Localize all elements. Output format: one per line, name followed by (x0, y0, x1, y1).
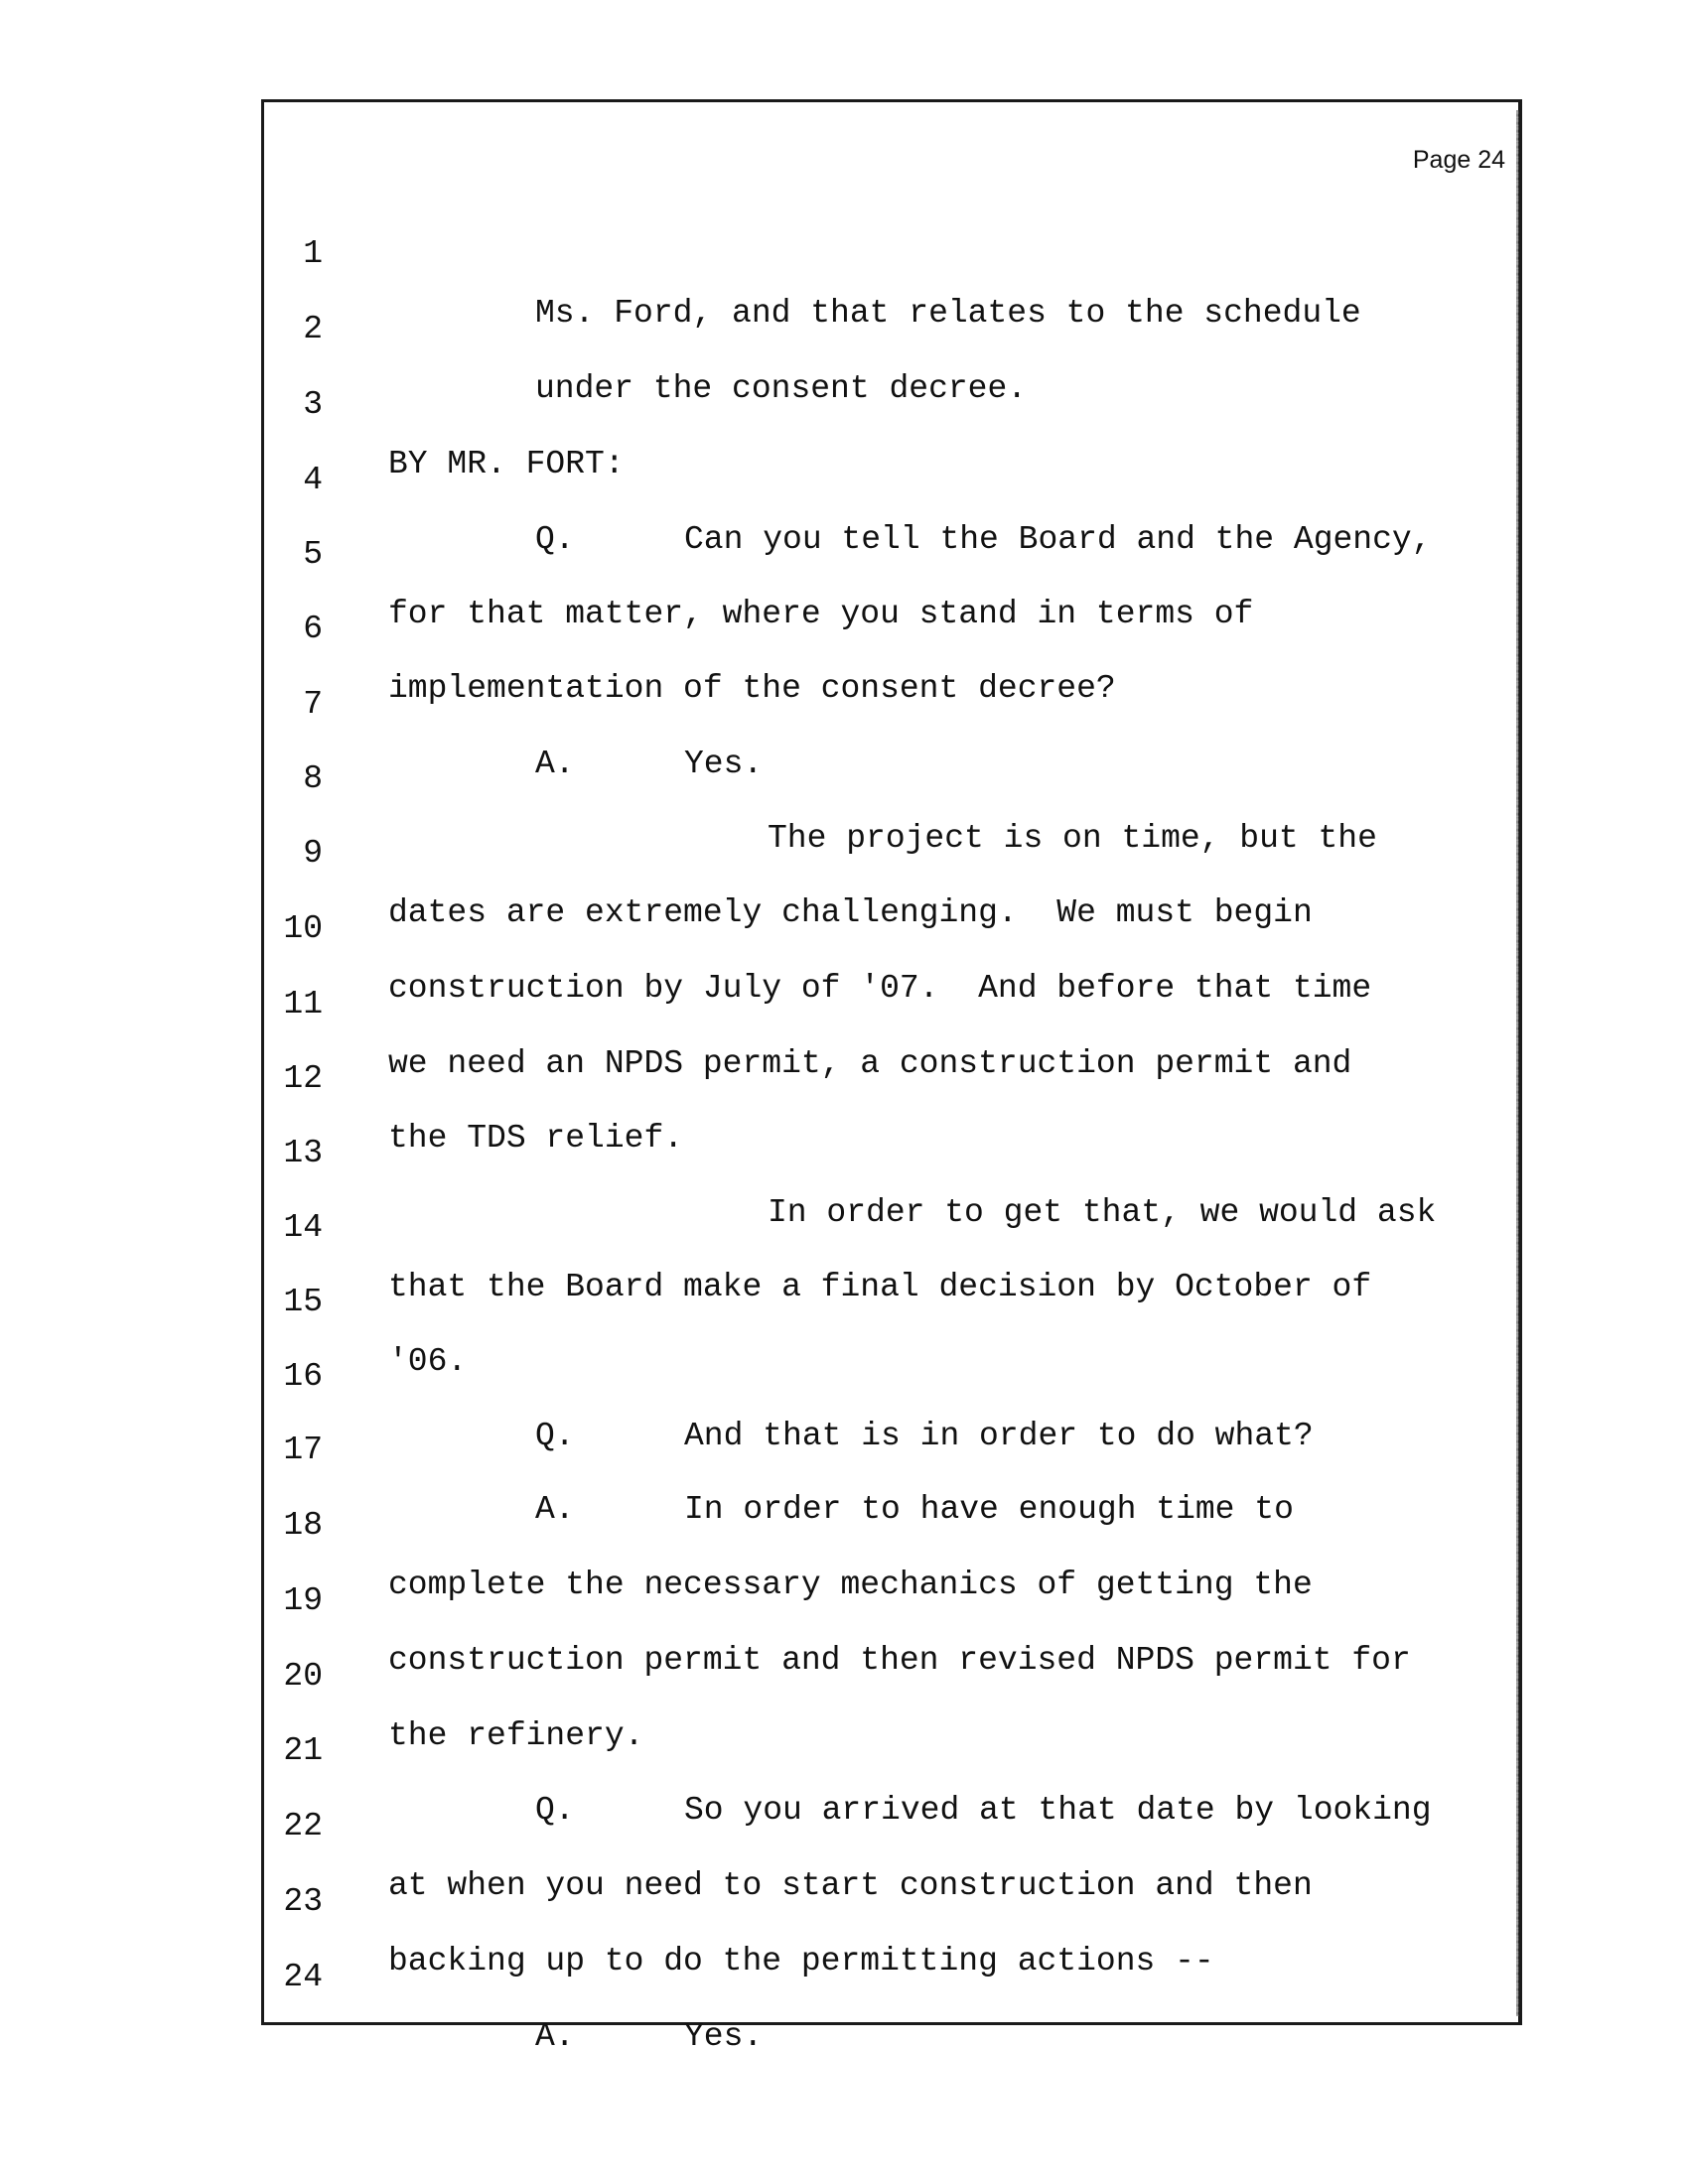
line-text: In order to get that, we would ask (768, 1194, 1437, 1231)
line-number: 2 (303, 311, 323, 347)
line-number: 12 (283, 1060, 323, 1097)
line-content: Yes. (684, 2018, 764, 2055)
line-content: So you arrived at that date by looking (684, 1792, 1432, 1829)
line-content: And that is in order to do what? (684, 1418, 1314, 1454)
line-number: 3 (303, 386, 323, 423)
line-number: 24 (283, 1959, 323, 1995)
line-text: that the Board make a final decision by October of (388, 1269, 1372, 1305)
line-text: Ms. Ford, and that relates to the schedule (535, 295, 1361, 332)
line-text: construction by July of '07. And before that time (388, 970, 1372, 1007)
line-text: BY MR. FORT: (388, 446, 625, 482)
line-number: 19 (283, 1582, 323, 1619)
transcript-line (0, 165, 1684, 332)
line-number: 6 (303, 611, 323, 647)
line-number: 1 (303, 235, 323, 272)
line-text: complete the necessary mechanics of getting the (388, 1567, 1313, 1603)
line-number: 20 (283, 1658, 323, 1695)
line-content: Yes. (684, 746, 764, 782)
line-number: 16 (283, 1358, 323, 1395)
line-number: 5 (303, 536, 323, 573)
qa-marker: Q. (535, 1418, 575, 1454)
page-number: Page 24 (1412, 146, 1505, 174)
line-text: '06. (388, 1343, 468, 1380)
qa-marker: A. (535, 2018, 575, 2055)
line-text: implementation of the consent decree? (388, 670, 1116, 707)
line-content: Can you tell the Board and the Agency, (684, 521, 1432, 558)
line-content: In order to have enough time to (684, 1491, 1294, 1528)
line-text: for that matter, where you stand in terms of (388, 596, 1254, 632)
line-number: 10 (283, 910, 323, 947)
line-text: construction permit and then revised NPDS permit for (388, 1642, 1411, 1679)
line-text: backing up to do the permitting actions -- (388, 1943, 1214, 1979)
qa-marker: Q. (535, 521, 575, 558)
line-text: The project is on time, but the (768, 820, 1377, 857)
line-text: at when you need to start construction and then (388, 1867, 1313, 1904)
line-number: 14 (283, 1209, 323, 1246)
line-number: 9 (303, 835, 323, 872)
qa-marker: Q. (535, 1792, 575, 1829)
line-number: 23 (283, 1883, 323, 1920)
line-number: 8 (303, 760, 323, 797)
line-number: 17 (283, 1432, 323, 1468)
line-number: 18 (283, 1507, 323, 1544)
line-number: 11 (283, 986, 323, 1023)
line-number: 22 (283, 1808, 323, 1844)
line-text: dates are extremely challenging. We must begin (388, 894, 1313, 931)
line-number: 13 (283, 1135, 323, 1171)
line-text: the TDS relief. (388, 1120, 684, 1157)
line-number: 7 (303, 686, 323, 723)
qa-marker: A. (535, 746, 575, 782)
line-number: 15 (283, 1284, 323, 1320)
line-text: the refinery. (388, 1717, 644, 1754)
line-text: we need an NPDS permit, a construction permit and (388, 1045, 1352, 1082)
line-number: 4 (303, 462, 323, 498)
line-text (535, 2007, 763, 2067)
line-text: under the consent decree. (535, 370, 1028, 407)
qa-marker: A. (535, 1491, 575, 1528)
line-number: 21 (283, 1732, 323, 1769)
